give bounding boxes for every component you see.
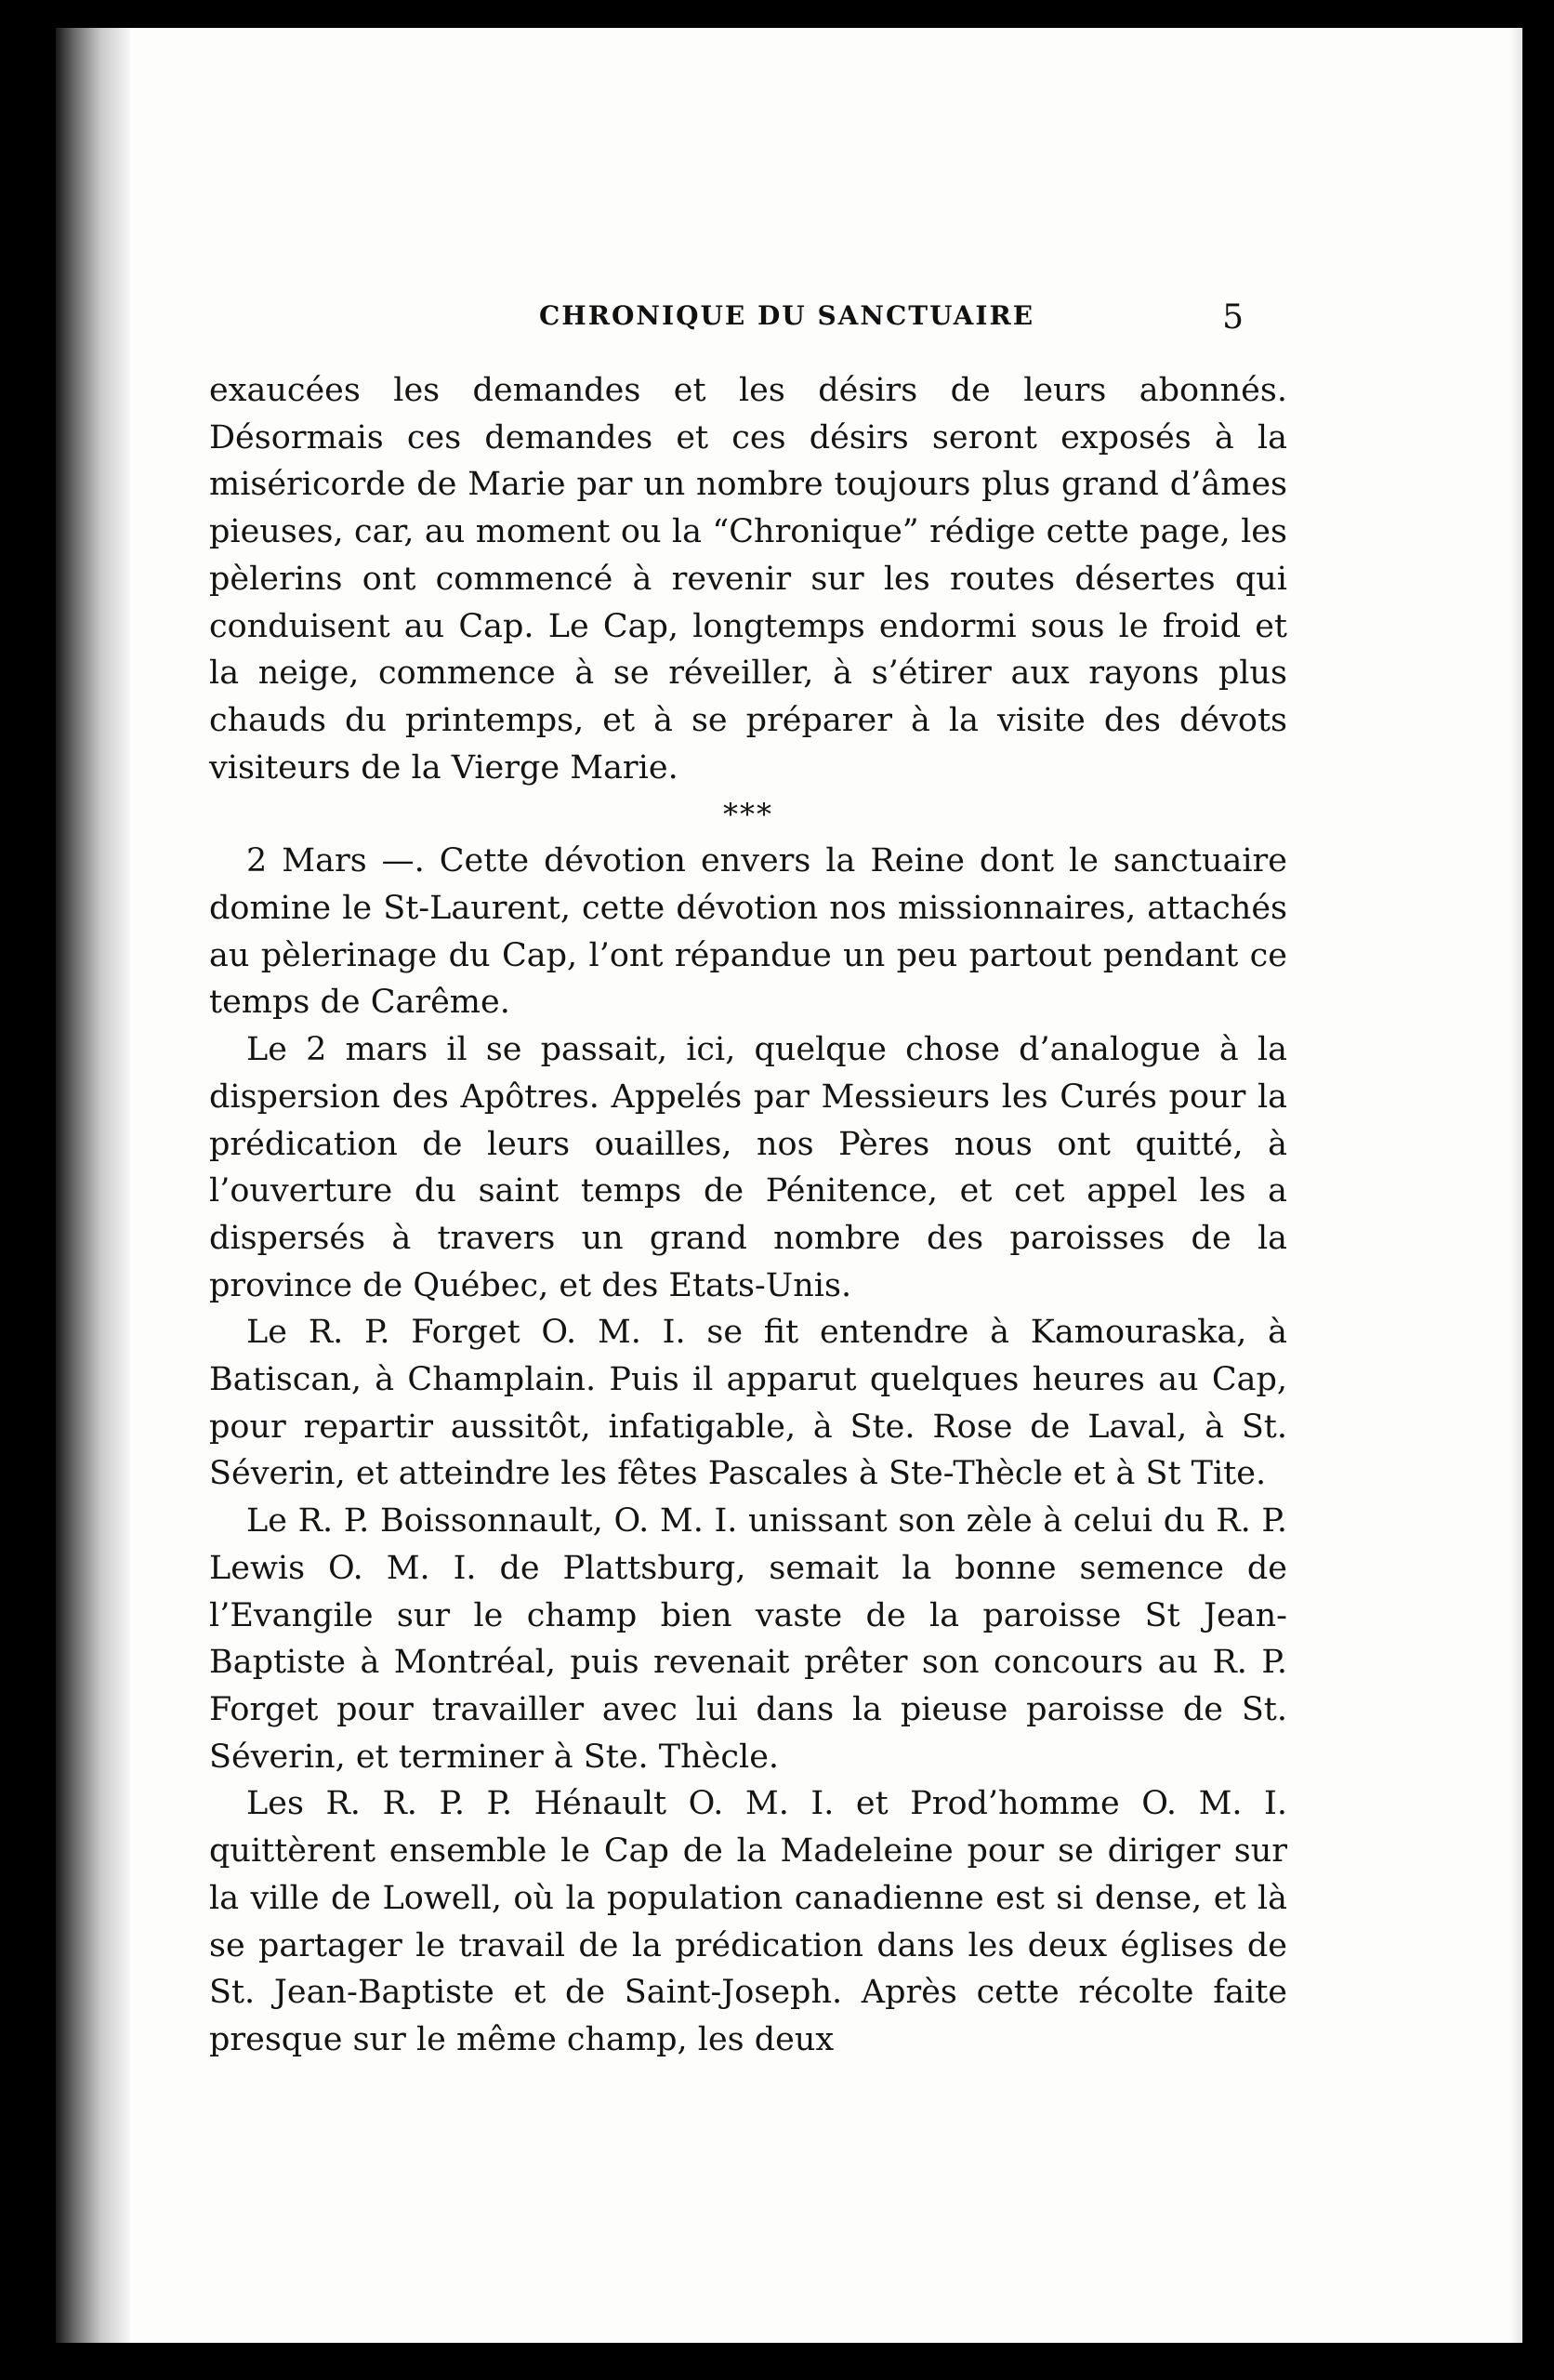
paragraph-4: Le R. P. Forget O. M. I. se fit entendre à Kamouraska, à Batiscan, à Champlain. Puis il apparut quelques heures au Cap, pour repartir aussitôt, infatigable, à Ste. Rose de Laval, à St. Séverin, et atteindre les fêtes Pascales à Ste-Thècle et à St Tite.: [209, 1314, 1287, 1493]
paragraph-2: 2 Mars —. Cette dévotion envers la Reine dont le sanctuaire domine le St-Laurent, cette dévotion nos missionnaires, attachés au pèlerinage du Cap, l’ont répandue un peu partout pendant ce temps de Carême.: [209, 842, 1287, 1022]
book-gutter-shadow: [56, 28, 130, 2343]
running-header: [232, 291, 1244, 347]
running-title: CHRONIQUE DU SANCTUAIRE: [539, 300, 1035, 331]
paragraph-3: Le 2 mars il se passait, ici, quelque chose d’analogue à la dispersion des Apôtres. Appelés par Messieurs les Curés pour la prédication de leurs ouailles, nos Pères nous ont quitté, à l’ouverture du saint temps de Pénitence, et cet appel les a dispersés à travers un grand nombre des paroisses de la province de Québec, et des Etats-Unis.: [209, 1031, 1287, 1304]
paragraph-5: Le R. P. Boissonnault, O. M. I. unissant son zèle à celui du R. P. Lewis O. M. I. de Plattsburg, semait la bonne semence de l’Evangile sur le champ bien vaste de la paroisse St Jean-Baptiste à Montréal, puis revenait prêter son concours au R. P. Forget pour travailler avec lui dans la pieuse paroisse de St. Séverin, et terminer à Ste. Thècle.: [209, 1502, 1287, 1776]
body-text: [209, 367, 1287, 2064]
scanned-page: [56, 28, 1522, 2343]
page-number: 5: [1222, 298, 1244, 337]
paragraph-1: exaucées les demandes et les désirs de leurs abonnés. Désormais ces demandes et ces désirs seront exposés à la miséricorde de Marie par un nombre toujours plus grand d’âmes pieuses, car, au moment ou la “Chronique” rédige cette page, les pèlerins ont commencé à revenir sur les routes désertes qui conduisent au Cap. Le Cap, longtemps endormi sous le froid et la neige, commence à se réveiller, à s’étirer aux rayons plus chauds du printemps, et à se préparer à la visite des dévots visiteurs de la Vierge Marie.: [209, 372, 1287, 787]
asterism-separator: ***: [723, 797, 773, 833]
page-edge: [1509, 28, 1522, 2343]
paragraph-6: Les R. R. P. P. Hénault O. M. I. et Prod’homme O. M. I. quittèrent ensemble le Cap de la Madeleine pour se diriger sur la ville de Lowell, où la population canadienne est si dense, et là se partager le travail de la prédication dans les deux églises de St. Jean-Baptiste et de Saint-Joseph. Après cette récolte faite presque sur le même champ, les deux: [209, 1785, 1287, 2058]
